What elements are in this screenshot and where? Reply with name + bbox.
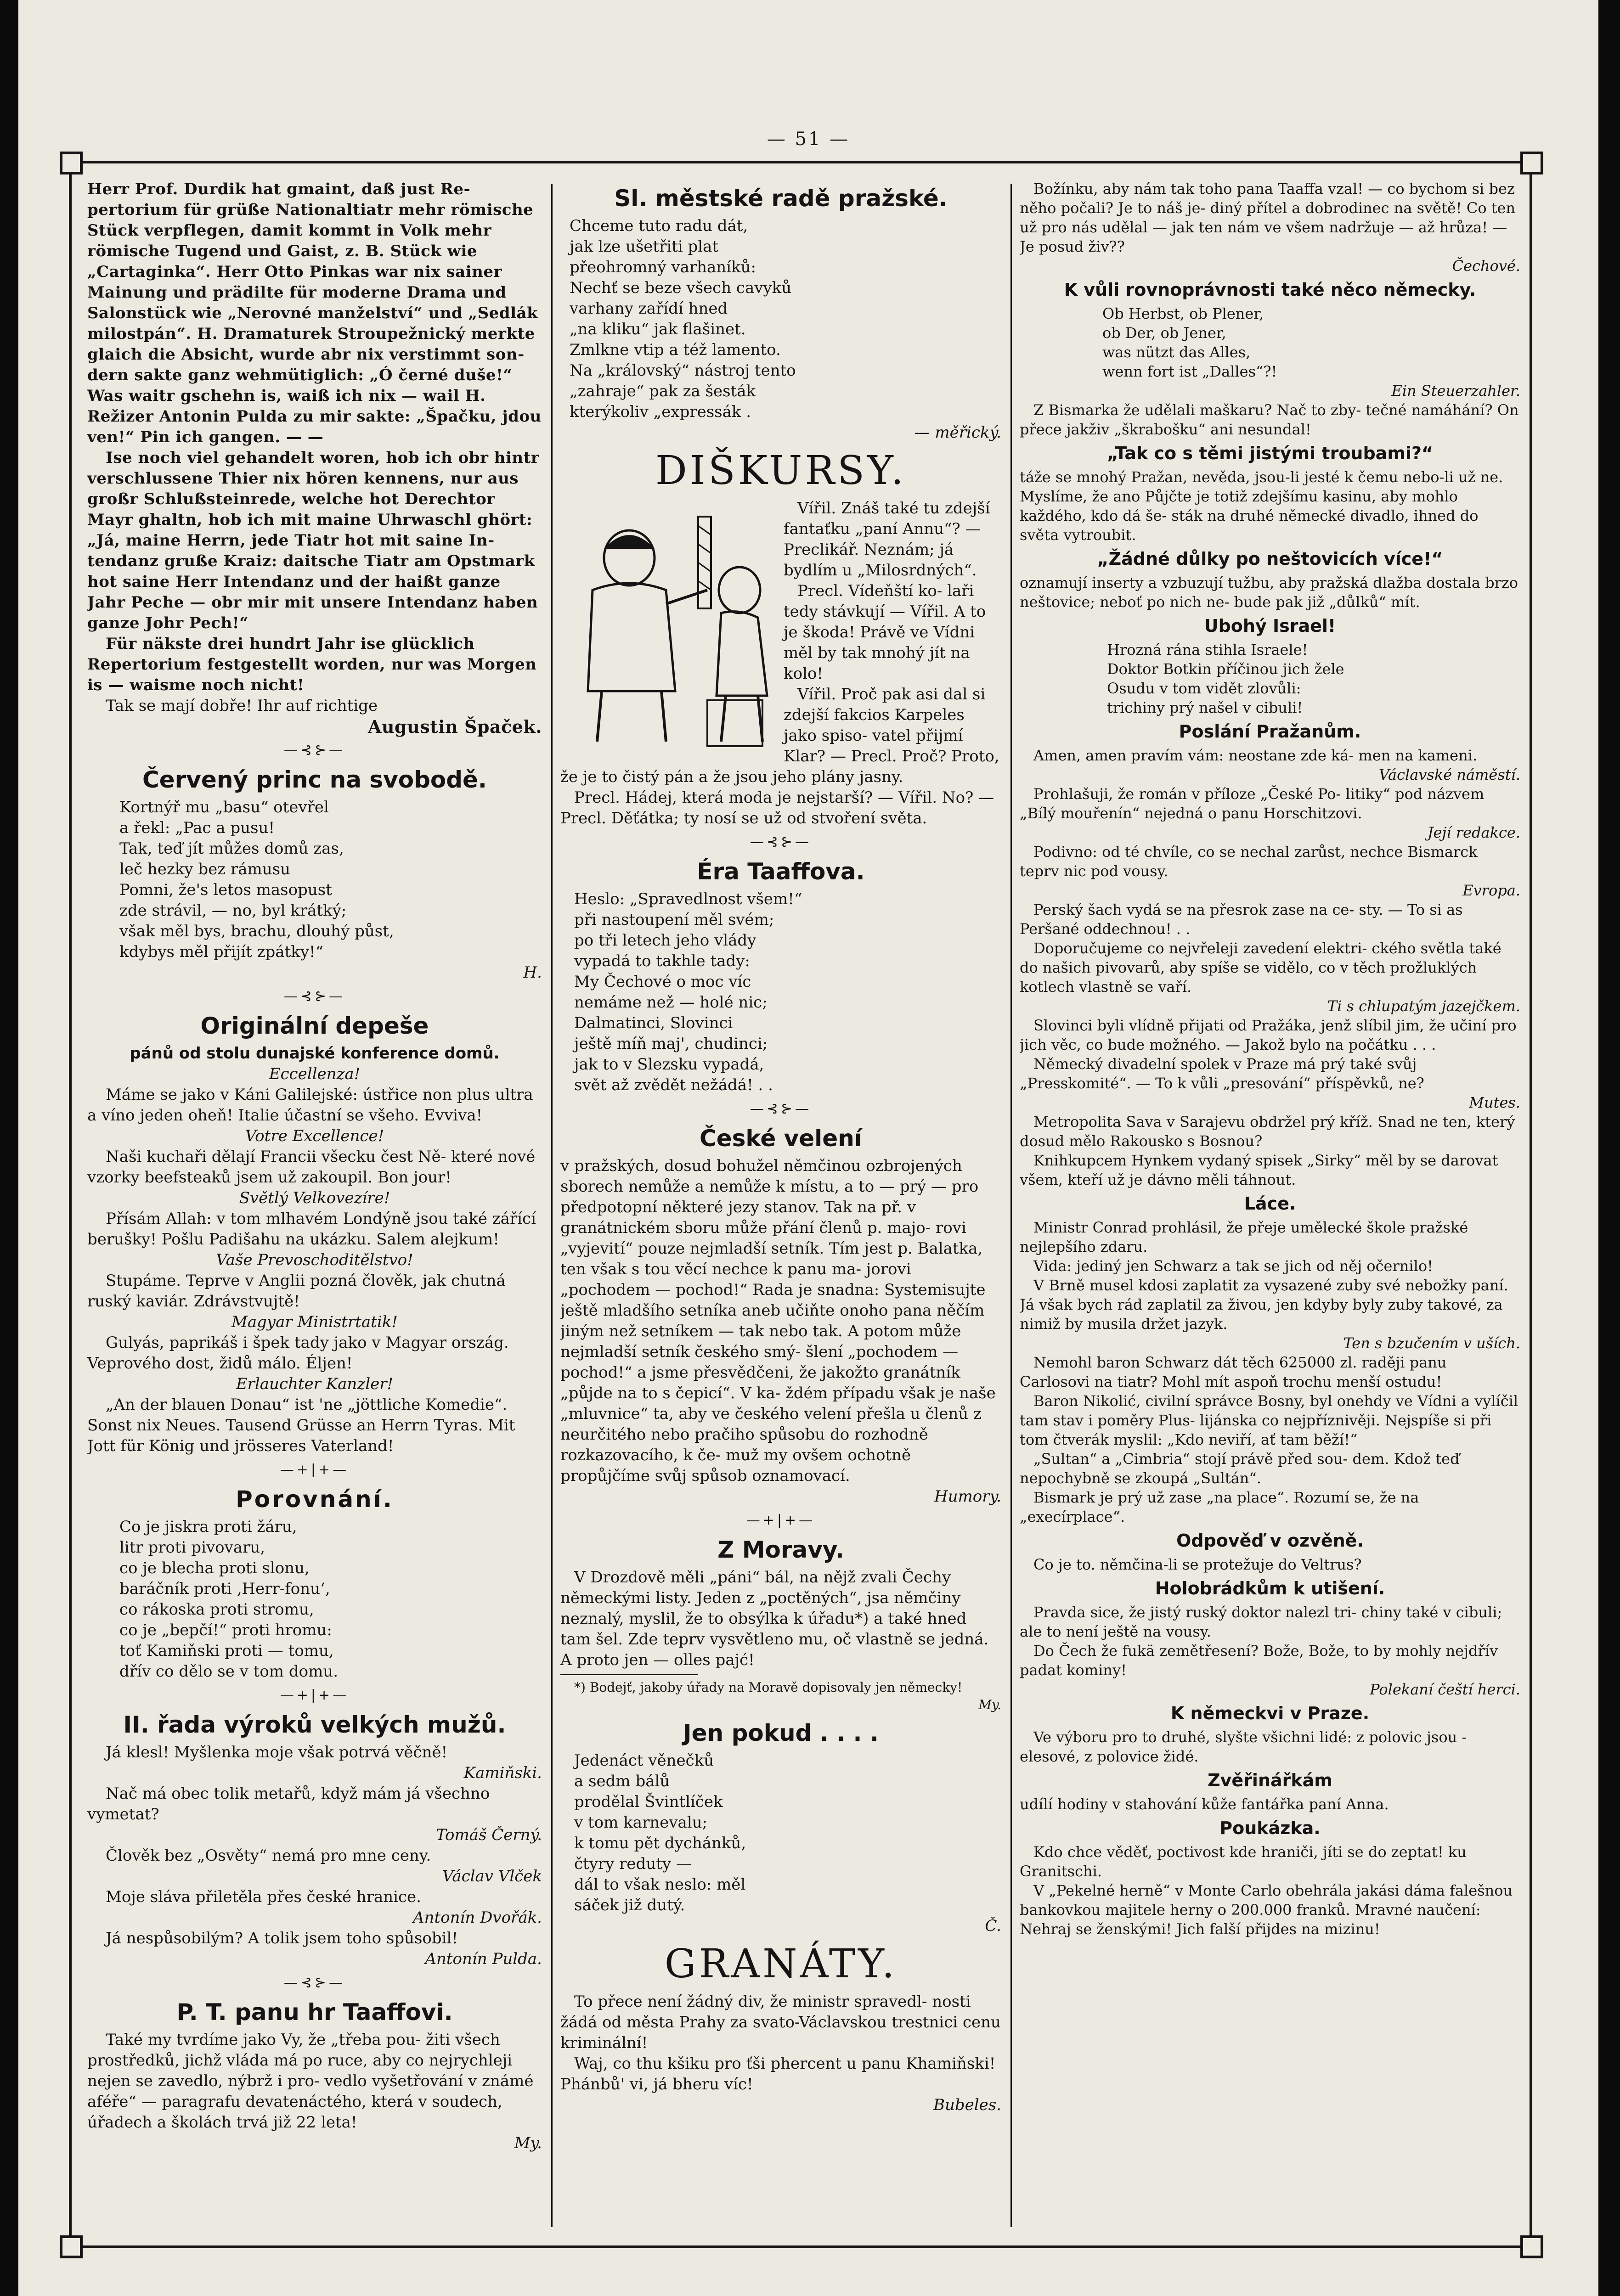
article-text: Bismark je prý už zase „na place“. Rozumí se, že na „execírplace“. xyxy=(1020,1489,1419,1525)
article-signature: Ti s chlupatým jazejčkem. xyxy=(1327,997,1520,1015)
poem-line: co rákoska proti stromu, xyxy=(119,1600,314,1619)
column-right xyxy=(1020,179,1520,2241)
poem-line: vypadá to takhle tady: xyxy=(574,952,750,970)
dispatch-title: Světlý Velkovezíre! xyxy=(239,1189,390,1207)
poem-line: prodělal Švintlíček xyxy=(574,1793,723,1811)
frame-rule-left xyxy=(69,161,72,2245)
poem-line: Hrozná rána stihla Israele! xyxy=(1107,641,1308,658)
column-left xyxy=(87,179,542,2241)
article-signature: Její redakce. xyxy=(1427,824,1520,841)
section-heading: Z Moravy. xyxy=(717,1536,844,1563)
poem xyxy=(560,1750,1001,1916)
poem-line: a sedm bálů xyxy=(574,1772,670,1790)
dialogue-text: Precl. Hádej, která moda je nejstarší? — Vířil. No? — Precl. Děťátka; ty nosí se už od stvoření světa. xyxy=(560,788,994,827)
frame-corner-ornament xyxy=(60,152,83,174)
column-rule xyxy=(551,184,553,2227)
section-heading: „Žádné důlky po neštovicích více!“ xyxy=(1097,549,1443,569)
poem-line: Pomni, že's letos masopust xyxy=(119,881,332,899)
poem-line: k tomu pět dychánků, xyxy=(574,1834,746,1852)
frame-corner-ornament xyxy=(60,2235,83,2258)
poem-line: Jedenáct věnečků xyxy=(574,1751,714,1770)
article-signature: Ten s bzučením v uších. xyxy=(1343,1334,1520,1352)
poem-line: jak to v Slezsku vypadá, xyxy=(574,1055,764,1074)
poem-line: Doktor Botkin příčinou jich žele xyxy=(1107,660,1344,678)
article-text: Baron Nikolić, civilní správce Bosny, byl onehdy ve Vídni a vylíčil tam stav i poměry Plus- lijánska co nejpříznivěji. Nejspíše si při tom čtverák myslil: „Kdo neviří, ať tam běží!“ xyxy=(1020,1392,1518,1448)
poem xyxy=(1020,640,1520,717)
article-text: Für näkste drei hundrt Jahr ise glücklich Repertorium festgestellt worden, nur was Morgen is — waisme noch nicht! xyxy=(87,635,537,694)
caricature-illustration xyxy=(560,498,776,755)
poem xyxy=(87,797,542,962)
article-signature: Ein Steuerzahler. xyxy=(1391,382,1520,400)
poem-line: po tři letech jeho vlády xyxy=(574,931,756,950)
section-heading: Poukázka. xyxy=(1219,1818,1321,1838)
section-heading: Červený princ na svobodě. xyxy=(142,766,487,793)
section-heading: Sl. městské radě pražské. xyxy=(614,185,948,212)
poem-line: dál to však neslo: měl xyxy=(574,1875,746,1894)
article-text: oznamují inserty a vzbuzují tužbu, aby pražská dlažba dostala brzo neštovice; neboť po nich ne- bude pak již „důlků“ mít. xyxy=(1020,574,1518,611)
dispatch-text: Přísám Allah: v tom mlhavém Londýně jsou také zářící berušky! Pošlu Padišahu na ukázku. Salem alejkum! xyxy=(87,1210,536,1249)
dispatch-text: „An der blauen Donau“ ist 'ne „jöttliche Komedie“. Sonst nix Neues. Tausend Grüsse an Herrn Tyras. Mit Jott für König und jrösseres Vaterland! xyxy=(87,1396,515,1455)
article-text: Do Čech že fukä zemětřesení? Bože, Bože, to by mohly nejdřív padat kominy! xyxy=(1020,1642,1498,1679)
section-heading: P. T. panu hr Taaffovi. xyxy=(176,1999,453,2026)
section-heading: Zvěřinářkám xyxy=(1208,1770,1332,1790)
column-middle xyxy=(560,179,1001,2241)
section-heading: DIŠKURSY. xyxy=(655,448,907,494)
article-text: Co je to. němčina-li se protežuje do Veltrus? xyxy=(1033,1556,1362,1573)
article-text: Podivno: od té chvíle, co se nechal zarůst, nechce Bismarck teprv nic pod vousy. xyxy=(1020,843,1478,880)
article-signature: Mutes. xyxy=(1469,1094,1520,1111)
article-text: Vida: jediný jen Schwarz a tak se jich od něj očernilo! xyxy=(1033,1257,1433,1275)
article-text: „Sultan“ a „Cimbria“ stojí právě před sou- dem. Kdož teď nepochybně se zkoupá „Sultán“. xyxy=(1020,1450,1460,1487)
article-signature: Č. xyxy=(985,1917,1001,1935)
article-signature: Bubeles. xyxy=(933,2096,1001,2114)
article-text: V Brně musel kdosi zaplatit za vysazené zuby své nebožky paní. Já však bych rád zaplatil za živou, jen kdyby byly zuby takové, za nimiž by musila držet jazyk. xyxy=(1020,1277,1508,1333)
poem-line: Nechť se beze všech cavyků xyxy=(570,279,792,297)
divider-ornament: —+|+— xyxy=(746,1512,816,1528)
poem-line: wenn fort ist „Dalles“?! xyxy=(1102,363,1277,380)
poem-line: přeohromný varhaníků: xyxy=(570,258,756,276)
article-signature: My. xyxy=(514,2134,542,2152)
frame-corner-ornament xyxy=(1520,152,1543,174)
divider-ornament: —⊰⊱— xyxy=(283,988,346,1004)
section-heading: Ubohý Israel! xyxy=(1204,616,1336,636)
article-text: Z Bismarka že udělali maškaru? Nač to zby- tečné namáhání? On přece jakživ „škrabošku“ ani nesundal! xyxy=(1020,401,1519,438)
poem-line: svět až zvědět nežádá! . . xyxy=(574,1076,773,1094)
poem-line: litr proti pivovaru, xyxy=(119,1538,265,1557)
dispatch-text: Stupáme. Teprve v Anglii pozná člověk, jak chutná ruský kaviár. Zdrávstvujtě! xyxy=(87,1272,506,1311)
poem-line: a řekl: „Pac a pusu! xyxy=(119,819,275,837)
dispatch-title: Eccellenza! xyxy=(269,1065,361,1083)
poem-line: ještě míň maj', chudinci; xyxy=(574,1035,768,1053)
article-text: Tak se mají dobře! Ihr auf richtige xyxy=(106,697,378,715)
poem-line: leč hezky bez rámusu xyxy=(119,860,291,878)
article-text: Waj, co thu kšiku pro ťši phercent u panu Khamiňski! Phánbů' vi, já bheru víc! xyxy=(560,2054,996,2093)
poem-line: was nützt das Alles, xyxy=(1102,343,1251,361)
article-signature: Čechové. xyxy=(1452,257,1520,275)
article-text: Ise noch viel gehandelt woren, hob ich obr hintr verschlussene Thier nix hören kennens, nur aus großr Schlußsteinrede, welche hot Derechtor Mayr ghaltn, hob ich mit maine Uhrwaschl ghört: „Já, maine Herrn, jede Tiatr hot mit saine In- tendanz grußе Kraiz: daitsche Tiatr am Opstmark hot saine Herr Intendanz und der haißt ganze Jahr Peche — obr mir mit unsere Intendanz haben ganze Johr Pech!“ xyxy=(87,449,540,632)
poem-line: toť Kamiňski proti — tomu, xyxy=(119,1642,334,1660)
article-text: táže se mnohý Pražan, nevěda, jsou-li jesté k čemu nebo-li už ne. Myslíme, že ano Půjčte je totiž zdejšímu kasinu, aby mohlo každého, kdo dá še- sták na druhé německé divadlo, ihned do světa vytroubit. xyxy=(1020,468,1503,544)
section-heading: II. řada výroků velkých mužů. xyxy=(123,1711,506,1738)
dispatch-title: Magyar Ministrtatik! xyxy=(231,1313,398,1331)
article-text: Amen, amen pravím vám: neostane zde ká- men na kameni. xyxy=(1033,747,1478,764)
poem-line: však měl bys, brachu, dlouhý půst, xyxy=(119,922,394,940)
poem-line: co je „bepčí!“ proti hromu: xyxy=(119,1621,332,1639)
divider-ornament: —⊰⊱— xyxy=(283,742,346,758)
poem-line: kdybys měl přijít zpátky!“ xyxy=(119,943,324,961)
article-signature: — měřický. xyxy=(914,423,1001,442)
divider-ornament: —+|+— xyxy=(280,1462,350,1478)
divider-ornament: —⊰⊱— xyxy=(750,834,812,850)
poem-line: „zahraje“ pak za šesták xyxy=(570,382,756,400)
quote-text: Já klesl! Myšlenka moje však potrvá věčně! xyxy=(106,1743,448,1761)
quote-author: Václav Vlček xyxy=(442,1867,542,1885)
section-heading: Porovnání. xyxy=(236,1486,394,1513)
dispatch-text: Gulyás, paprikáš i špek tady jako v Magyar ország. Veprového dost, židů málo. Éljen! xyxy=(87,1334,509,1373)
section-heading: Láce. xyxy=(1244,1193,1296,1214)
article-text: Pravda sice, že jistý ruský doktor nalezl tri- chiny také v cibuli; ale to není ještě na vousy. xyxy=(1020,1604,1502,1640)
poem-line: čtyry reduty — xyxy=(574,1855,692,1873)
poem-line: baráčník proti ‚Herr-fonu‘, xyxy=(119,1580,330,1598)
section-heading: „Tak co s těmi jistými troubami?“ xyxy=(1107,443,1433,463)
frame-rule-top xyxy=(64,161,1534,163)
poem-line: zde strávil, — no, byl krátký; xyxy=(119,901,347,920)
poem-line: Osudu v tom vidět zlovůli: xyxy=(1107,680,1301,697)
dispatch-title: Votre Excellence! xyxy=(245,1127,384,1145)
article-text: Doporučujeme co nejvřeleji zavedení elektri- ckého světla také do našich pivovarů, aby spíše se vidělo, co v těch prožluklých kotlech vlastně se vaří. xyxy=(1020,940,1501,996)
column-rule xyxy=(1010,184,1012,2227)
poem-line: nemáme než — holé nic; xyxy=(574,993,768,1012)
quote-text: Moje sláva přiletěla přes české hranice. xyxy=(106,1888,421,1906)
poem-line: Co je jiskra proti žáru, xyxy=(119,1518,297,1536)
dialogue-text: Vířil. Proč pak asi dal si zdejší fakcios Karpeles jako spiso- vatel přijmí Klar? — Precl. Proč? Proto, že je to čistý pán a že jsou jeho plány jasny. xyxy=(560,685,999,786)
poem-line: varhany zařídí hned xyxy=(570,299,728,318)
poem-line: trichiny prý našel v cibuli! xyxy=(1107,699,1303,716)
section-subheading: pánů od stolu dunajské konference domů. xyxy=(130,1044,500,1063)
article-text: Božínku, aby nám tak toho pana Taaffa vzal! — co bychom si bez něho počali? Je to náš je- diný přítel a dobrodinec na světě! Co ten už pro nás udělal — jak ten nám ve všem nadržuje — až hrůza! — Je posud živ?? xyxy=(1020,180,1516,255)
newspaper-page xyxy=(18,0,1598,2296)
poem-line: při nastoupení měl svém; xyxy=(574,911,774,929)
poem-line: Tak, teď jít můžes domů zas, xyxy=(119,839,344,858)
divider-ornament: —⊰⊱— xyxy=(750,1101,812,1117)
frame-rule-right xyxy=(1530,161,1532,2245)
poem xyxy=(560,889,1001,1096)
frame-corner-ornament xyxy=(1520,2235,1543,2258)
poem-line: v tom karnevalu; xyxy=(574,1813,708,1832)
article-signature: Evropa. xyxy=(1462,882,1520,899)
section-heading: Jen pokud . . . . xyxy=(683,1720,879,1746)
footnote-text: *) Bodejť, jakoby úřady na Moravě dopisovaly jen německy! xyxy=(574,1680,963,1695)
article-text: Metropolita Sava v Sarajevu obdržel prý kříž. Snad ne ten, který dosud mělo Rakousko s Bosnou? xyxy=(1020,1113,1515,1150)
poem-line: sáček již dutý. xyxy=(574,1896,685,1914)
divider-ornament: —⊰⊱— xyxy=(283,1975,346,1991)
article-text: Knihkupcem Hynkem vydaný spisek „Sirky“ měl by se darovat všem, kteří už je dávno měli táhnout. xyxy=(1020,1152,1498,1188)
divider-ornament: —+|+— xyxy=(280,1687,350,1703)
poem-line: ob Der, ob Jener, xyxy=(1102,324,1226,342)
section-heading: Poslání Pražanům. xyxy=(1179,721,1361,742)
quote-author: Tomáš Černý. xyxy=(435,1826,542,1844)
dispatch-text: Naši kuchaři dělají Francii všecku čest Ně- které nové vzorky beefsteaků jsem už zakoupil. Bon jour! xyxy=(87,1148,536,1187)
article-signature: Polekaní čeští herci. xyxy=(1370,1681,1520,1698)
quote-text: Já nespůsobilým? A tolik jsem toho spůsobil! xyxy=(106,1929,458,1947)
dispatch-title: Erlauchter Kanzler! xyxy=(236,1375,394,1393)
frame-rule-bottom xyxy=(64,2245,1534,2248)
poem-line: Kortnýř mu „basu“ otevřel xyxy=(119,798,329,816)
quote-author: Antonín Pulda. xyxy=(425,1950,542,1968)
quote-author: Antonín Dvořák. xyxy=(413,1908,542,1927)
section-heading: GRANÁTY. xyxy=(664,1941,897,1987)
article-text: Herr Prof. Durdik hat gmaint, daß just Re- pertorium für grüße Nationaltiatr mehr römische Stück verpflegen, damit kommt in Volk mehr römische Tugend und Gaist, z. B. Stück wie „Cartaginka“. Herr Otto Pinkas war nix sainer Mainung und prädilte für moderne Drama und Salonstück wie „Nerovné manželství“ und „Sedlák milostpán“. H. Dramaturek Stroupežnický merkte glaich die Absicht, wurde abr nix verstimmt son- dern sakte ganz wehmütiglich: „Ó černé duše!“ Was waitr gschehn is, waiß ich nix — wail H. Režizer Antonin Pulda zu mir sakte: „Špačku, jdou ven!“ Pin ich gangen. — — xyxy=(87,180,542,446)
poem-line: Dalmatinci, Slovinci xyxy=(574,1014,733,1032)
poem-line: „na kliku“ jak flašinet. xyxy=(570,320,746,338)
article-text: To přece není žádný div, že ministr spravedl- nosti žádá od města Prahy za svato-Václavskou trestnici cenu kriminální! xyxy=(560,1992,1001,2052)
section-heading: Éra Taaffova. xyxy=(697,858,865,885)
article-signature: Václavské náměstí. xyxy=(1378,766,1520,783)
section-heading: Originální depeše xyxy=(200,1013,429,1039)
poem xyxy=(1020,304,1520,381)
poem-line: kterýkoliv „expressák . xyxy=(570,403,751,421)
poem-line: jak lze ušetřiti plat xyxy=(570,237,719,256)
section-heading: K vůli rovnoprávnosti také něco německy. xyxy=(1064,280,1476,300)
article-text: V Drozdově měli „páni“ bál, na nějž zvali Čechy německými listy. Jeden z „poctěných“, jsa němčiny neznalý, myslil, že to obsýlka k úřadu*) a také hned tam šel. Zde teprv vysvětleno mu, oč vlastně se jedná. A proto jen — olles pajć! xyxy=(560,1568,989,1669)
dialogue-text: Precl. Vídeňští ko- laři tedy stávkují — Vířil. A to je škoda! Právě ve Vídni měl by tak mnohý jít na kolo! xyxy=(784,582,986,683)
poem-line: Zmlkne vtip a též lamento. xyxy=(570,341,781,359)
section-heading: K německvi v Praze. xyxy=(1170,1703,1370,1723)
poem-line: Na „královský“ nástroj tento xyxy=(570,361,796,380)
footnote-signature: My. xyxy=(978,1697,1001,1712)
poem-line: Ob Herbst, ob Plener, xyxy=(1102,305,1264,322)
dispatch-title: Vaše Prevoschoditělstvo! xyxy=(216,1251,413,1269)
article-text: Ministr Conrad prohlásil, že přeje umělecké škole pražské nejlepšího zdaru. xyxy=(1020,1219,1468,1255)
dispatch-text: Máme se jako v Káni Galilejské: ústřice non plus ultra a víno jeden oheň! Italie účastní se všeho. Evviva! xyxy=(87,1086,533,1125)
article-text: Také my tvrdíme jako Vy, že „třeba pou- žiti všech prostředků, jichž vláda má po ruce, aby co nejrychleji nejen se zavedlo, nýbrž i pro- vedlo vyšetřování v známé aféře“ — paragrafu devatenáctého, která v soudech, úřadech a školách trvá již 22 leta! xyxy=(87,2031,534,2132)
article-text: V „Pekelné herně“ v Monte Carlo obehrála jakási dáma falešnou bankovkou majitele herny o 200.000 franků. Mravné naučení: Nehraj se ženskými! Jich falší přijdes na mizinu! xyxy=(1020,1882,1513,1938)
article-text: udílí hodiny v stahování kůže fantářka paní Anna. xyxy=(1020,1795,1389,1813)
dialogue-text: Vířil. Znáš také tu zdejší fantaťku „paní Annu“? — Preclikář. Neznám; já bydlím u „Milosrdných“. xyxy=(784,499,990,580)
poem-line: My Čechové o moc víc xyxy=(574,973,751,991)
article-text: Slovinci byli vlídně přijati od Pražáka, jenž slíbil jim, že učiní pro jich věc, co bude možného. — Jakož bylo na počátku . . . xyxy=(1020,1017,1517,1053)
article-signature: Humory. xyxy=(934,1487,1001,1506)
article-text: Německý divadelní spolek v Praze má prý také svůj „Presskomité“. — To k vůli „presování“ příspěvků, ne? xyxy=(1020,1055,1424,1092)
poem xyxy=(560,216,1001,422)
article-text: Perský šach vydá se na přesrok zase na ce- sty. — To si as Peršané oddechnou! . . xyxy=(1020,901,1463,938)
poem-line: dřív co dělo se v tom domu. xyxy=(119,1662,339,1681)
poem xyxy=(87,1517,542,1682)
page-number: — 51 — xyxy=(767,129,850,150)
article-text: Kdo chce věděť, poctivost kde hraniči, jíti se do zeptat! ku Granitschi. xyxy=(1020,1843,1467,1880)
article-signature: H. xyxy=(523,963,542,982)
footnote-rule xyxy=(560,1674,698,1675)
quote-author: Kamiňski. xyxy=(463,1764,542,1782)
section-heading: Odpověď v ozvěně. xyxy=(1176,1531,1364,1551)
poem-line: Chceme tuto radu dát, xyxy=(570,217,748,235)
article-text: Prohlašuji, že román v příloze „České Po- litiky“ pod názvem „Bílý mouřenín“ nejedná o panu Horschitzovi. xyxy=(1020,785,1485,822)
section-heading: Holobrádkům k utišení. xyxy=(1155,1578,1385,1598)
article-signature: Augustin Špaček. xyxy=(367,716,542,737)
quote-text: Člověk bez „Osvěty“ nemá pro mne ceny. xyxy=(106,1846,431,1865)
article-text: v pražských, dosud bohužel němčinou ozbrojených sborech nemůže a nemůže k místu, a to — prý — pro předpotopní některé jezy stanov. Tak na př. v granátnickém sboru může přání členů p. majo- rovi „vyjevití“ pouze nejmladší setník. Tím jest p. Balatka, ten však s tou věcí nechce k panu ma- jorovi „pochodem — pochod!“ Rada je snadna: Systemisujte ještě mladšího setníka aneb učiňte onoho pana něčím jiným než setníkem — tak nebo tak. A potom může nejmladší setník českého smý- šlení „pochodem — pochod!“ a jsme přesvědčeni, že jakožto granátník „půjde na to s čepicí“. V ka- ždém případu však je naše „mluvnice“ ta, aby ve českého velení přešla u členů z neurčitého nebo pračiho spůsobu do rozhodně rozkazovacího, k če- muž my ovšem ochotně propůjčíme svůj spůsob oznamovací. xyxy=(560,1157,996,1485)
poem-line: co je blecha proti slonu, xyxy=(119,1559,310,1577)
quote-text: Nač má obec tolik metařů, když mám já všechno vymetat? xyxy=(87,1784,490,1823)
section-heading: České velení xyxy=(700,1125,862,1152)
article-text: Ve výboru pro to druhé, slyšte všichni lidé: z polovic jsou -elesové, z polovice židé. xyxy=(1020,1728,1467,1765)
poem-line: Heslo: „Spravedlnost všem!“ xyxy=(574,890,802,908)
article-text: Nemohl baron Schwarz dát těch 625000 zl. raději panu Carlosovi na tiatr? Mohl mít aspoň trochu menší ostudu! xyxy=(1020,1354,1447,1390)
